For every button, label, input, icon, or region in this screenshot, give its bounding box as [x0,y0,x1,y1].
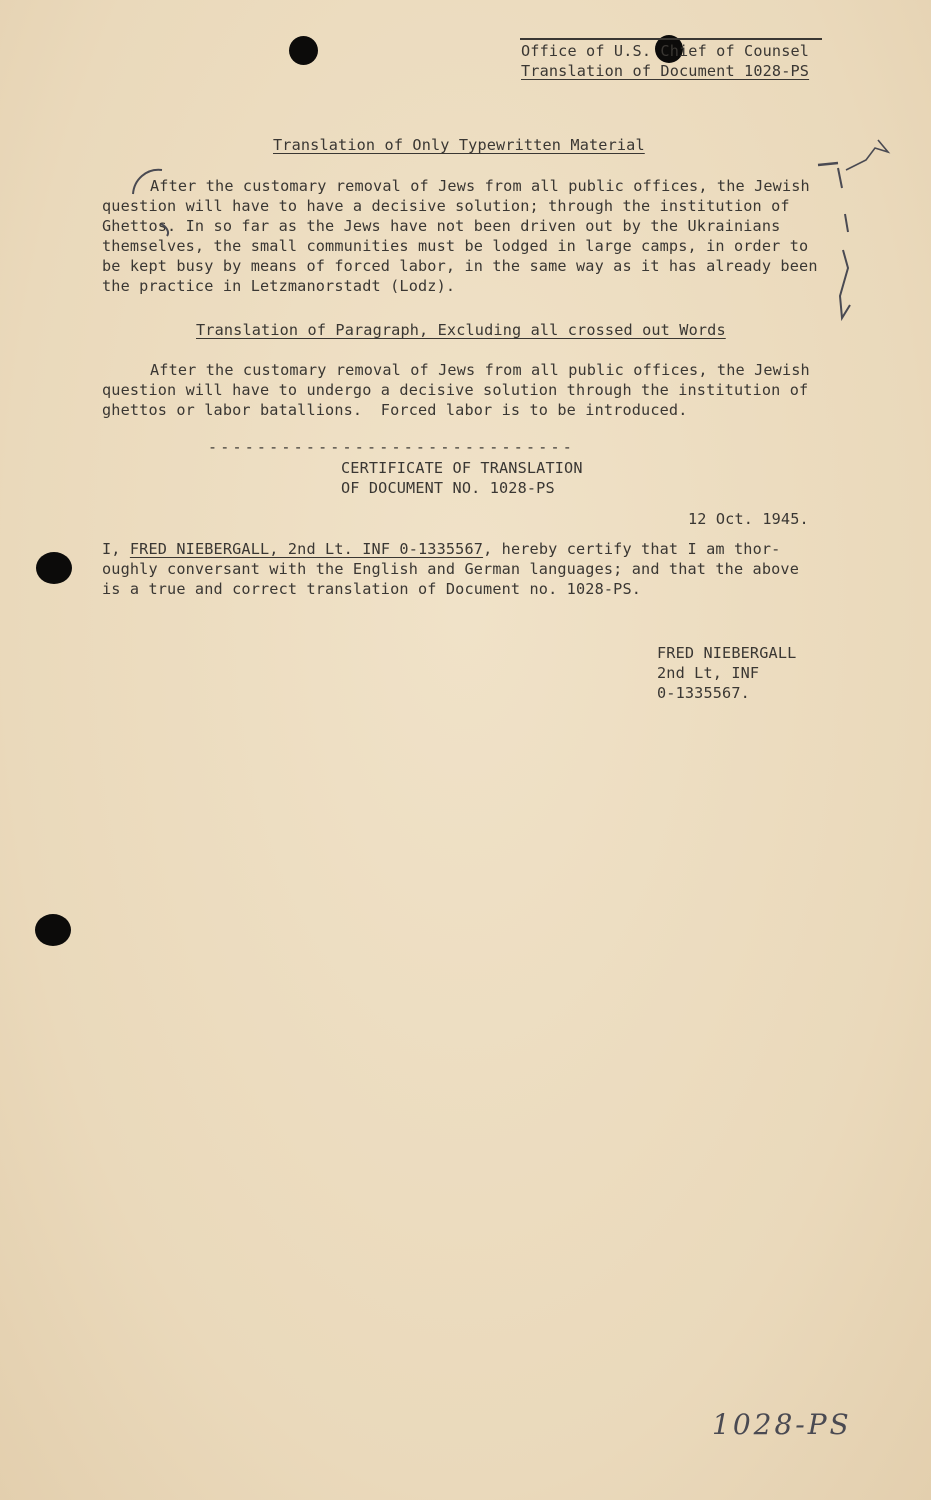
section1-line: After the customary removal of Jews from all public offices, the Jewish [150,177,810,195]
header-line-office: Office of U.S. Chief of Counsel [521,42,810,60]
certificate-body-line2: oughly conversant with the English and German languages; and that the above [102,560,800,578]
section1-line: Ghettos. In so far as the Jews have not been driven out by the Ukrainians [102,217,781,235]
signature-serial: 0-1335567. [657,684,750,702]
section2-line: ghettos or labor batallions. Forced labor is to be introduced. [102,401,688,419]
punch-hole-left-lower [35,914,71,946]
section1-line: the practice in Letzmanorstadt (Lodz). [102,277,456,295]
section2-heading: Translation of Paragraph, Excluding all crossed out Words [196,321,726,339]
certificate-body-rest: , hereby certify that I am thor- [483,540,781,558]
section2-line: After the customary removal of Jews from all public offices, the Jewish [150,361,810,379]
certificate-translator-name: FRED NIEBERGALL, 2nd Lt. INF 0-1335567 [129,540,484,558]
certificate-body-line3: is a true and correct translation of Document no. 1028-PS. [102,580,642,598]
handwritten-document-number: 1028-PS [712,1408,852,1441]
header-line-document: Translation of Document 1028-PS [521,62,810,80]
pencil-bracket-marks [0,0,931,360]
certificate-title-line2: OF DOCUMENT NO. 1028-PS [341,479,555,497]
certificate-body-line1 [102,539,780,559]
section1-line: themselves, the small communities must be lodged in large camps, in order to [102,237,809,255]
separator-dashes: ------------------------------ [208,438,575,456]
section1-line: question will have to have a decisive solution; through the institution of [102,197,790,215]
signature-rank: 2nd Lt, INF [657,664,760,682]
section1-line: be kept busy by means of forced labor, in the same way as it has already been [102,257,818,275]
certificate-title-line1: CERTIFICATE OF TRANSLATION [341,459,583,477]
section2-line: question will have to undergo a decisive solution through the institution of [102,381,809,399]
certificate-date: 12 Oct. 1945. [688,510,809,528]
punch-hole-left-middle [36,552,72,584]
signature-name: FRED NIEBERGALL [657,644,797,662]
section1-heading: Translation of Only Typewritten Material [273,136,645,154]
certificate-body-prefix: I, [102,540,130,558]
